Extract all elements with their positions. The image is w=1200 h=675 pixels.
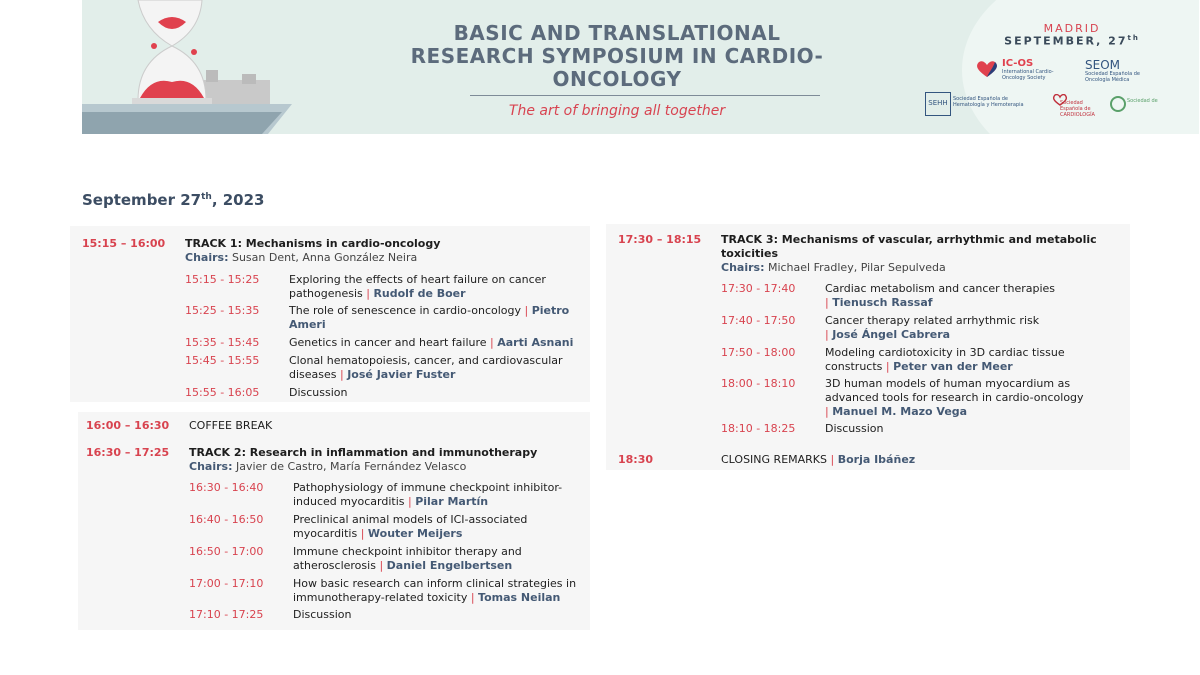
track1-talk3-time: 15:35 - 15:45 [185, 336, 260, 349]
track1-talk3: Genetics in cancer and heart failure | Aarti Asnani [289, 336, 574, 349]
track2-talk5-time: 17:10 - 17:25 [189, 608, 264, 621]
track3-talk3-time: 17:50 - 18:00 [721, 346, 796, 359]
event-date: SEPTEMBER, 27th [1004, 34, 1140, 48]
track1-chairs: Chairs: Susan Dent, Anna González Neira [185, 251, 418, 264]
track2-talk1-time: 16:30 - 16:40 [189, 481, 264, 494]
third-logo: Sociedad de [1127, 98, 1158, 104]
track2-talk2-time: 16:40 - 16:50 [189, 513, 264, 526]
track1-discussion: Discussion [289, 386, 348, 399]
track2-talk3-time: 16:50 - 17:00 [189, 545, 264, 558]
track3-title: TRACK 3: Mechanisms of vascular, arrhythmic and metabolic toxicities [721, 233, 1097, 260]
track2-talk3: Immune checkpoint inhibitor therapy and atherosclerosis | Daniel Engelbertsen [293, 545, 522, 572]
track3-talk3: Modeling cardiotoxicity in 3D cardiac tissue constructs | Peter van der Meer [825, 346, 1065, 373]
icos-heart-icon [975, 60, 999, 78]
track2-time: 16:30 – 17:25 [86, 446, 170, 459]
track1-talk2: The role of senescence in cardio-oncology | Pietro Ameri [289, 304, 570, 331]
track3-talk5-time: 18:10 - 18:25 [721, 422, 796, 435]
track3-discussion: Discussion [825, 422, 884, 435]
date-heading: September 27th, 2023 [82, 191, 265, 209]
icos-logo: IC-OS International Cardio-Oncology Society [1002, 58, 1054, 81]
track3-talk4: 3D human models of human myocardium as advanced tools for research in cardio-oncology | Manuel M. Mazo Vega [825, 377, 1084, 418]
closing-time: 18:30 [618, 453, 654, 466]
track3-talk1: Cardiac metabolism and cancer therapies | Tienusch Rassaf [825, 282, 1056, 309]
track3-talk1-time: 17:30 - 17:40 [721, 282, 796, 295]
seom-logo: SEOM Sociedad Española de Oncología Médica [1085, 58, 1140, 83]
city: MADRID [1043, 22, 1101, 35]
closing-remarks: CLOSING REMARKS | Borja Ibáñez [721, 453, 916, 466]
track2-talk1: Pathophysiology of immune checkpoint inhibitor-induced myocarditis | Pilar Martín [293, 481, 563, 508]
track2-title: TRACK 2: Research in inflammation and immunotherapy [189, 446, 538, 459]
sec-logo: Sociedad Española de CARDIOLOGÍA [1060, 100, 1095, 118]
track3-talk4-time: 18:00 - 18:10 [721, 377, 796, 390]
track2-chairs: Chairs: Javier de Castro, María Fernández Velasco [189, 460, 467, 473]
track2-discussion: Discussion [293, 608, 352, 621]
track1-title: TRACK 1: Mechanisms in cardio-oncology [185, 237, 441, 250]
hourglass-illustration [82, 0, 312, 134]
track2-talk2: Preclinical animal models of ICI-associated myocarditis | Wouter Meijers [293, 513, 528, 540]
track3-talk2: Cancer therapy related arrhythmic risk | José Ángel Cabrera [825, 314, 1040, 341]
track1-talk4: Clonal hematopoiesis, cancer, and cardiovascular diseases | José Javier Fuster [289, 354, 563, 381]
track1-talk1: Exploring the effects of heart failure on cancer pathogenesis | Rudolf de Boer [289, 273, 546, 300]
coffee-time: 16:00 – 16:30 [86, 419, 170, 432]
title-divider [470, 95, 820, 96]
track3-talk2-time: 17:40 - 17:50 [721, 314, 796, 327]
track1-talk2-time: 15:25 - 15:35 [185, 304, 260, 317]
track1-time: 15:15 – 16:00 [82, 237, 166, 250]
sehh-logo-text: Sociedad Española de Hematología y Hemoterapia [953, 96, 1024, 108]
tagline: The art of bringing all together [508, 103, 726, 119]
coffee-break: COFFEE BREAK [189, 419, 273, 432]
sehh-logo: SEHH [925, 92, 951, 116]
third-logo-mark [1110, 96, 1126, 112]
track1-talk1-time: 15:15 - 15:25 [185, 273, 260, 286]
track2-talk4-time: 17:00 - 17:10 [189, 577, 264, 590]
track3-chairs: Chairs: Michael Fradley, Pilar Sepulveda [721, 261, 946, 274]
track1-talk4-time: 15:45 - 15:55 [185, 354, 260, 367]
header-banner [82, 0, 1199, 134]
symposium-title: BASIC AND TRANSLATIONAL RESEARCH SYMPOSIUM IN CARDIO-ONCOLOGY [410, 21, 824, 91]
track2-talk4: How basic research can inform clinical strategies in immunotherapy-related toxicity | Tomas Neilan [293, 577, 577, 604]
track1-talk5-time: 15:55 - 16:05 [185, 386, 260, 399]
track3-time: 17:30 – 18:15 [618, 233, 702, 246]
